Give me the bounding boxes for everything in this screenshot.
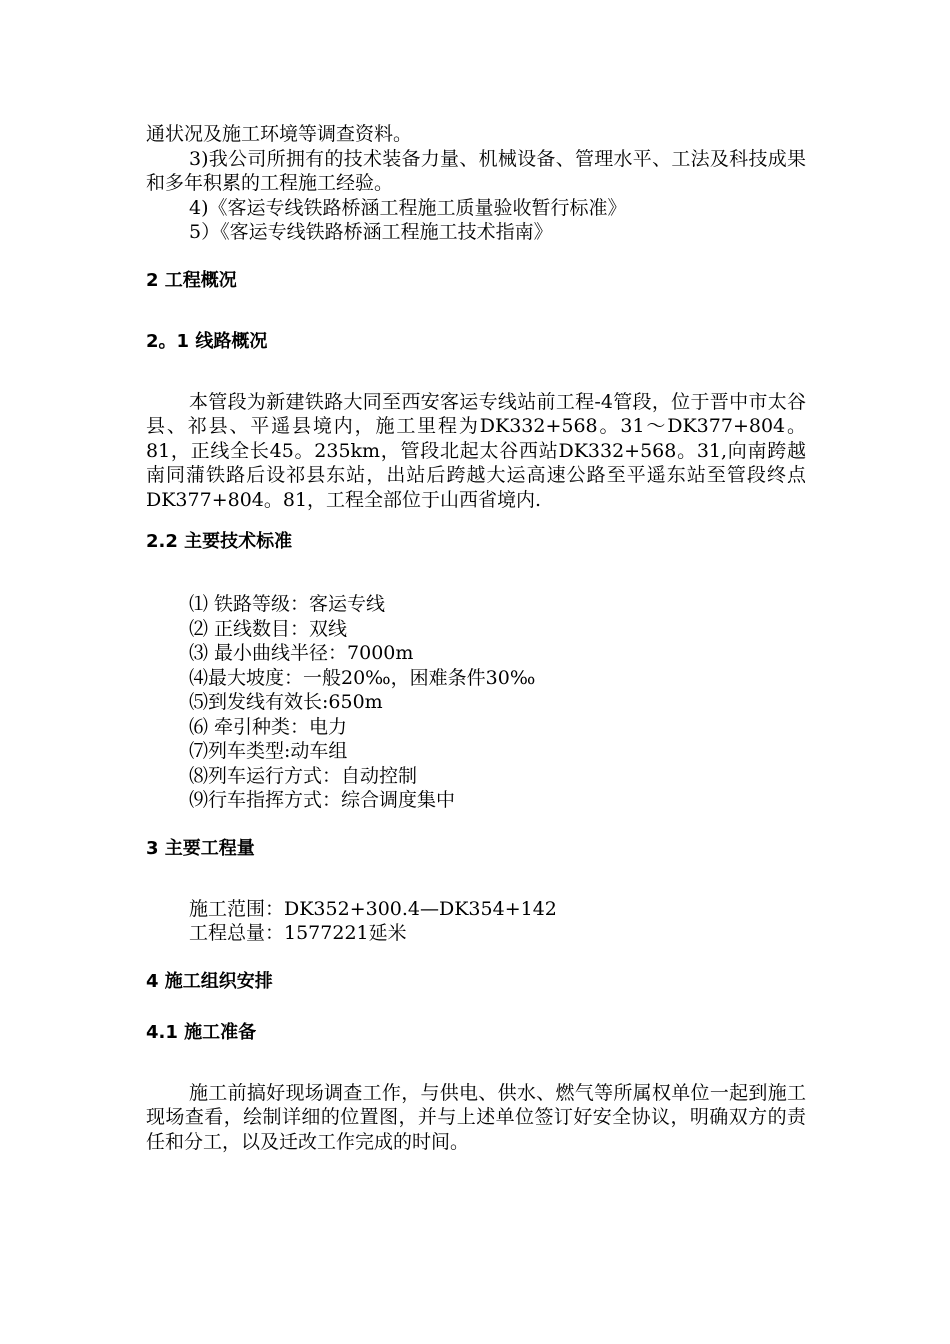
basis-item-4: 4)《客运专线铁路桥涵工程施工质量验收暂行标准》 — [189, 196, 627, 219]
preparation-paragraph: 施工前搞好现场调查工作，与供电、供水、燃气等所属权单位一起到施工现场查看，绘制详细的位置图，并与上述单位签订好安全协议，明确双方的责任和分工，以及迁改工作完成的时间。 — [146, 1081, 806, 1153]
section-4-1-heading: 4.1 施工准备 — [146, 1021, 257, 1043]
section-3-heading: 3 主要工程量 — [146, 837, 255, 859]
standard-item: ⑹ 牵引种类：电力 — [189, 715, 348, 738]
total-quantity: 工程总量：1577221延米 — [189, 922, 407, 944]
standard-item: ⑺列车类型:动车组 — [189, 740, 348, 762]
standard-item: ⑵ 正线数目：双线 — [189, 617, 348, 640]
section-2-heading: 2 工程概况 — [146, 269, 237, 291]
standard-item: ⑻列车运行方式：自动控制 — [189, 764, 418, 787]
quantities-block — [146, 897, 806, 946]
construction-scope: 施工范围：DK352+300.4—DK354+142 — [189, 897, 557, 920]
basis-item-3: 3)我公司所拥有的技术装备力量、机械设备、管理水平、工法及科技成果和多年积累的工程施工经验。 — [146, 147, 806, 194]
document-page — [146, 122, 806, 1154]
section-2-2-heading: 2.2 主要技术标准 — [146, 531, 293, 552]
route-overview-paragraph: 本管段为新建铁路大同至西安客运专线站前工程-4管段，位于晋中市太谷县、祁县、平遥县境内，施工里程为DK332+568。31～DK377+804。81，正线全长45。235km，管段北起太谷西站DK332+568。31,向南跨越南同蒲铁路后设祁县东站，出站后跨越大运高速公路至平遥东站至管段终点DK377+804。81，工程全部位于山西省境内. — [146, 390, 806, 511]
standard-item: ⑴ 铁路等级：客运专线 — [189, 593, 386, 615]
basis-item-5: 5）《客运专线铁路桥涵工程施工技术指南》 — [189, 221, 553, 243]
standard-item: ⑶ 最小曲线半径：7000m — [189, 642, 414, 664]
standard-item: ⑼行车指挥方式：综合调度集中 — [189, 789, 456, 811]
section-4-heading: 4 施工组织安排 — [146, 970, 273, 992]
section-2-1-heading: 2。1 线路概况 — [146, 330, 268, 352]
standard-item: ⑸到发线有效长:650m — [189, 691, 383, 713]
standard-item: ⑷最大坡度：一般20‰，困难条件30‰ — [189, 666, 536, 689]
intro-continuation: 通状况及施工环境等调查资料。 — [146, 123, 413, 145]
technical-standards-list — [146, 592, 806, 813]
